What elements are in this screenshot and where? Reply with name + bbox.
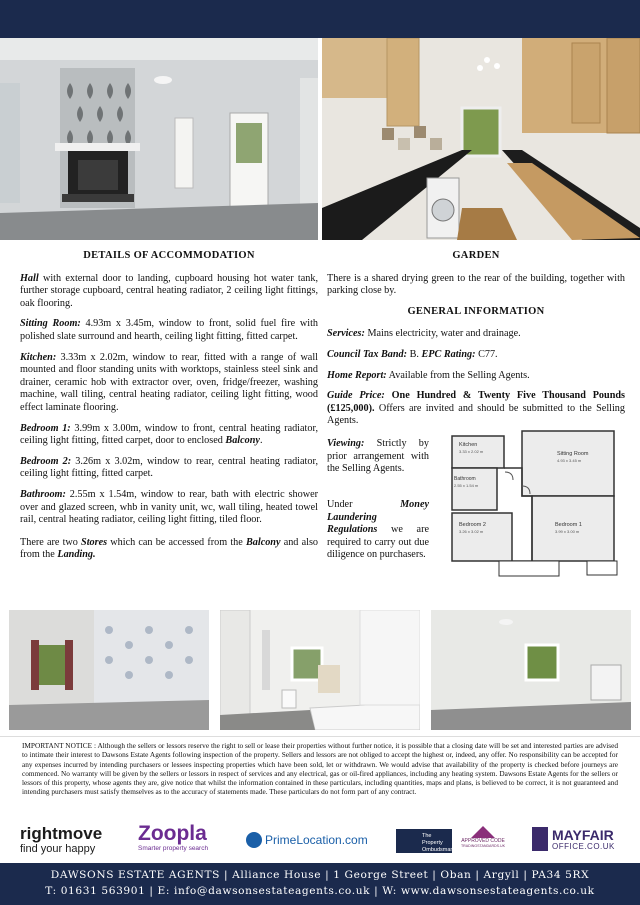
ombudsman-line2: Ombudsman bbox=[422, 847, 454, 853]
bedroom1-photo bbox=[9, 610, 209, 730]
kitchen-text: 3.33m x 2.02m, window to rear, fitted with a range of wall mounted and floor standing units with worktops, stainless steel sink and drainer, ceramic hob with extractor over, oven, fridge/freezer, washing machine, wall tiling, central heating radiator, ceiling light fitting, wood effect laminate flooring. bbox=[20, 351, 318, 413]
ombudsman-logo[interactable] bbox=[396, 829, 452, 853]
approved-code-text: APPROVED CODE bbox=[461, 838, 505, 844]
stores-f: Landing. bbox=[57, 549, 96, 561]
approved-code-sub: TRADINGSTANDARDS.UK bbox=[460, 844, 506, 848]
services-label: Services: bbox=[327, 328, 365, 340]
sitting-paragraph bbox=[20, 318, 318, 343]
epc-label: EPC Rating: bbox=[421, 348, 476, 360]
mayfair-icon bbox=[532, 827, 548, 851]
money-a: Under bbox=[327, 499, 401, 510]
general-heading: GENERAL INFORMATION bbox=[407, 305, 545, 317]
important-notice: IMPORTANT NOTICE : Although the sellers or lessors reserve the right to sell or lease their properties without further notice, it is possible that a closing date will be set and interested parties are advised to intimate their interest to Dawsons Estate Agents following inspection of the property. Sellers and lessors are not obliged to accept the highest or, indeed, any offer. No responsibility can be accepted for any expenses incurred by intending purchasers or lessees inspecting properties which have been sold, let or withdrawn. We would advise that availability of the property is checked before journeys are commenced. No warranty will be given by the sellers or lessors in respect of services and any electrical, gas or oil-fired appliances, including any heating system. Dawsons Estate Agents for the sellers or lessors of this property, whose agents they are, give notice that whilst the information contained in these particulars, including quantities, maps and plans, is believed to be correct, it is not guaranteed and intending purchasers must satisfy themselves as to the accuracy of statements made. These particulars do not form part of any contract. bbox=[22, 741, 618, 797]
epc-text: C77. bbox=[475, 348, 498, 360]
money-text: we are required to carry out due diligence on purchasers. bbox=[327, 524, 429, 561]
bedroom1-end: . bbox=[259, 435, 263, 447]
sitting-text: 4.93m x 3.45m, window to front, solid fuel fire with polished slate surround and hearth, ceiling light fitting, fitted carpet. bbox=[20, 318, 318, 342]
bathroom-text: 2.55m x 1.54m, window to rear, bath with electric shower over and glazed screen, whb in vanity unit, wc, wall tiling, heated towel rail, central heating radiator, ceiling light fitting, tiled floor. bbox=[20, 488, 318, 526]
primelocation-wordmark: PrimeLocation.com bbox=[265, 833, 368, 847]
home-report-paragraph bbox=[327, 370, 625, 383]
mayfair-sub: OFFICE.CO.UK bbox=[552, 841, 615, 851]
stores-paragraph bbox=[20, 537, 318, 562]
fp-sitting-dim: 4.93 x 3.45 m bbox=[557, 458, 582, 463]
fp-bed2-dim: 3.26 x 3.02 m bbox=[459, 529, 484, 534]
general-details bbox=[327, 250, 625, 436]
bedroom2-paragraph bbox=[20, 456, 318, 481]
primelocation-icon bbox=[246, 832, 262, 848]
stores-e: and also from the bbox=[20, 536, 318, 561]
services-text: Mains electricity, water and drainage. bbox=[364, 328, 521, 340]
stores-b: Stores bbox=[81, 536, 108, 548]
bathroom-paragraph bbox=[20, 489, 318, 527]
bedroom1-balcony: Balcony bbox=[225, 435, 260, 447]
logo-strip bbox=[0, 822, 640, 862]
kitchen-label: Kitchen: bbox=[20, 351, 57, 363]
zoopla-wordmark: Zoopla bbox=[138, 822, 207, 845]
kitchen-paragraph bbox=[20, 352, 318, 415]
mayfair-logo[interactable] bbox=[532, 827, 632, 851]
mayfair-wordmark: MAYFAIR bbox=[552, 826, 614, 843]
rightmove-logo[interactable] bbox=[20, 825, 120, 855]
sitting-label: Sitting Room: bbox=[20, 318, 81, 330]
bedroom2-label: Bedroom 2: bbox=[20, 455, 72, 467]
footer-bar bbox=[0, 863, 640, 905]
money-label: Money Laundering Regulations bbox=[327, 499, 429, 536]
fp-bed1: Bedroom 1 bbox=[555, 522, 582, 528]
guide-price: One Hundred & Twenty Five Thousand Pounds (£125,000). bbox=[327, 390, 625, 414]
footer-contact[interactable]: T: 01631 563901 | E: info@dawsonsestateagents.co.uk | W: www.dawsonsestateagents.co.uk bbox=[45, 885, 595, 897]
rightmove-tagline: find your happy bbox=[20, 843, 96, 855]
fp-bathroom-dim: 2.55 x 1.54 m bbox=[454, 483, 479, 488]
ombudsman-line1: The Property bbox=[422, 833, 443, 846]
hall-text: with external door to landing, cupboard housing hot water tank, further storage cupboard, central heating radiator, 2 ceiling light fittings, oak flooring. bbox=[20, 272, 318, 309]
details-heading: DETAILS OF ACCOMMODATION bbox=[83, 250, 255, 261]
home-report-label: Home Report: bbox=[327, 369, 387, 381]
fp-sitting: Sitting Room bbox=[557, 451, 589, 457]
stores-a: There are two bbox=[20, 536, 82, 548]
money-laundering-paragraph bbox=[327, 499, 429, 562]
home-report-text: Available from the Selling Agents. bbox=[386, 369, 530, 381]
floor-plan bbox=[437, 428, 633, 580]
bedroom1-label: Bedroom 1: bbox=[20, 422, 71, 434]
zoopla-logo[interactable] bbox=[138, 823, 228, 852]
primelocation-logo[interactable] bbox=[246, 832, 386, 848]
council-text: B. bbox=[407, 348, 422, 360]
council-paragraph bbox=[327, 349, 625, 362]
bedroom2-text: 3.26m x 3.02m, window to rear, central heating radiator, ceiling light fitting, fitted carpet. bbox=[20, 455, 318, 480]
fp-kitchen-dim: 3.33 x 2.02 m bbox=[459, 449, 484, 454]
zoopla-tagline: Smarter property search bbox=[138, 845, 209, 852]
hall-label: Hall bbox=[20, 272, 39, 284]
bedroom1-text: 3.99m x 3.00m, window to front, central heating radiator, ceiling light fitting, fitted carpet, door to enclosed bbox=[20, 422, 318, 447]
fp-kitchen: Kitchen bbox=[459, 442, 478, 448]
guide-label: Guide Price: bbox=[327, 390, 385, 402]
garden-heading: GARDEN bbox=[452, 250, 500, 261]
fp-bed2: Bedroom 2 bbox=[459, 522, 486, 528]
hall-paragraph bbox=[20, 273, 318, 311]
bedroom1-paragraph bbox=[20, 423, 318, 448]
bathroom-label: Bathroom: bbox=[20, 488, 66, 500]
stores-c: which can be accessed from the bbox=[107, 536, 246, 548]
rightmove-wordmark: rightmove bbox=[20, 824, 103, 843]
stores-d: Balcony bbox=[245, 536, 281, 548]
council-label: Council Tax Band: bbox=[327, 348, 408, 360]
sitting-room-photo bbox=[0, 38, 318, 240]
bedroom2-photo bbox=[431, 610, 631, 730]
fp-bed1-dim: 3.99 x 3.00 m bbox=[555, 529, 580, 534]
guide-text: Offers are invited and should be submitted to the Selling Agents. bbox=[327, 402, 625, 427]
guide-price-paragraph bbox=[327, 390, 625, 428]
accommodation-details bbox=[20, 250, 318, 570]
viewing-paragraph bbox=[327, 438, 429, 476]
services-paragraph bbox=[327, 328, 625, 341]
top-banner bbox=[0, 0, 640, 38]
fp-bathroom: Bathroom bbox=[454, 476, 476, 482]
viewing-text: Strictly by prior arrangement with the Selling Agents. bbox=[327, 438, 429, 475]
kitchen-photo bbox=[322, 38, 640, 240]
approved-code-logo[interactable] bbox=[458, 826, 508, 856]
approved-code-icon bbox=[471, 826, 495, 838]
bathroom-photo bbox=[220, 610, 420, 730]
viewing-label: Viewing: bbox=[327, 438, 365, 449]
footer-address: DAWSONS ESTATE AGENTS | Alliance House | 1 George Street | Oban | Argyll | PA34 5RX bbox=[50, 869, 590, 881]
garden-text: There is a shared drying green to the rear of the building, together with parking close by. bbox=[327, 272, 625, 297]
